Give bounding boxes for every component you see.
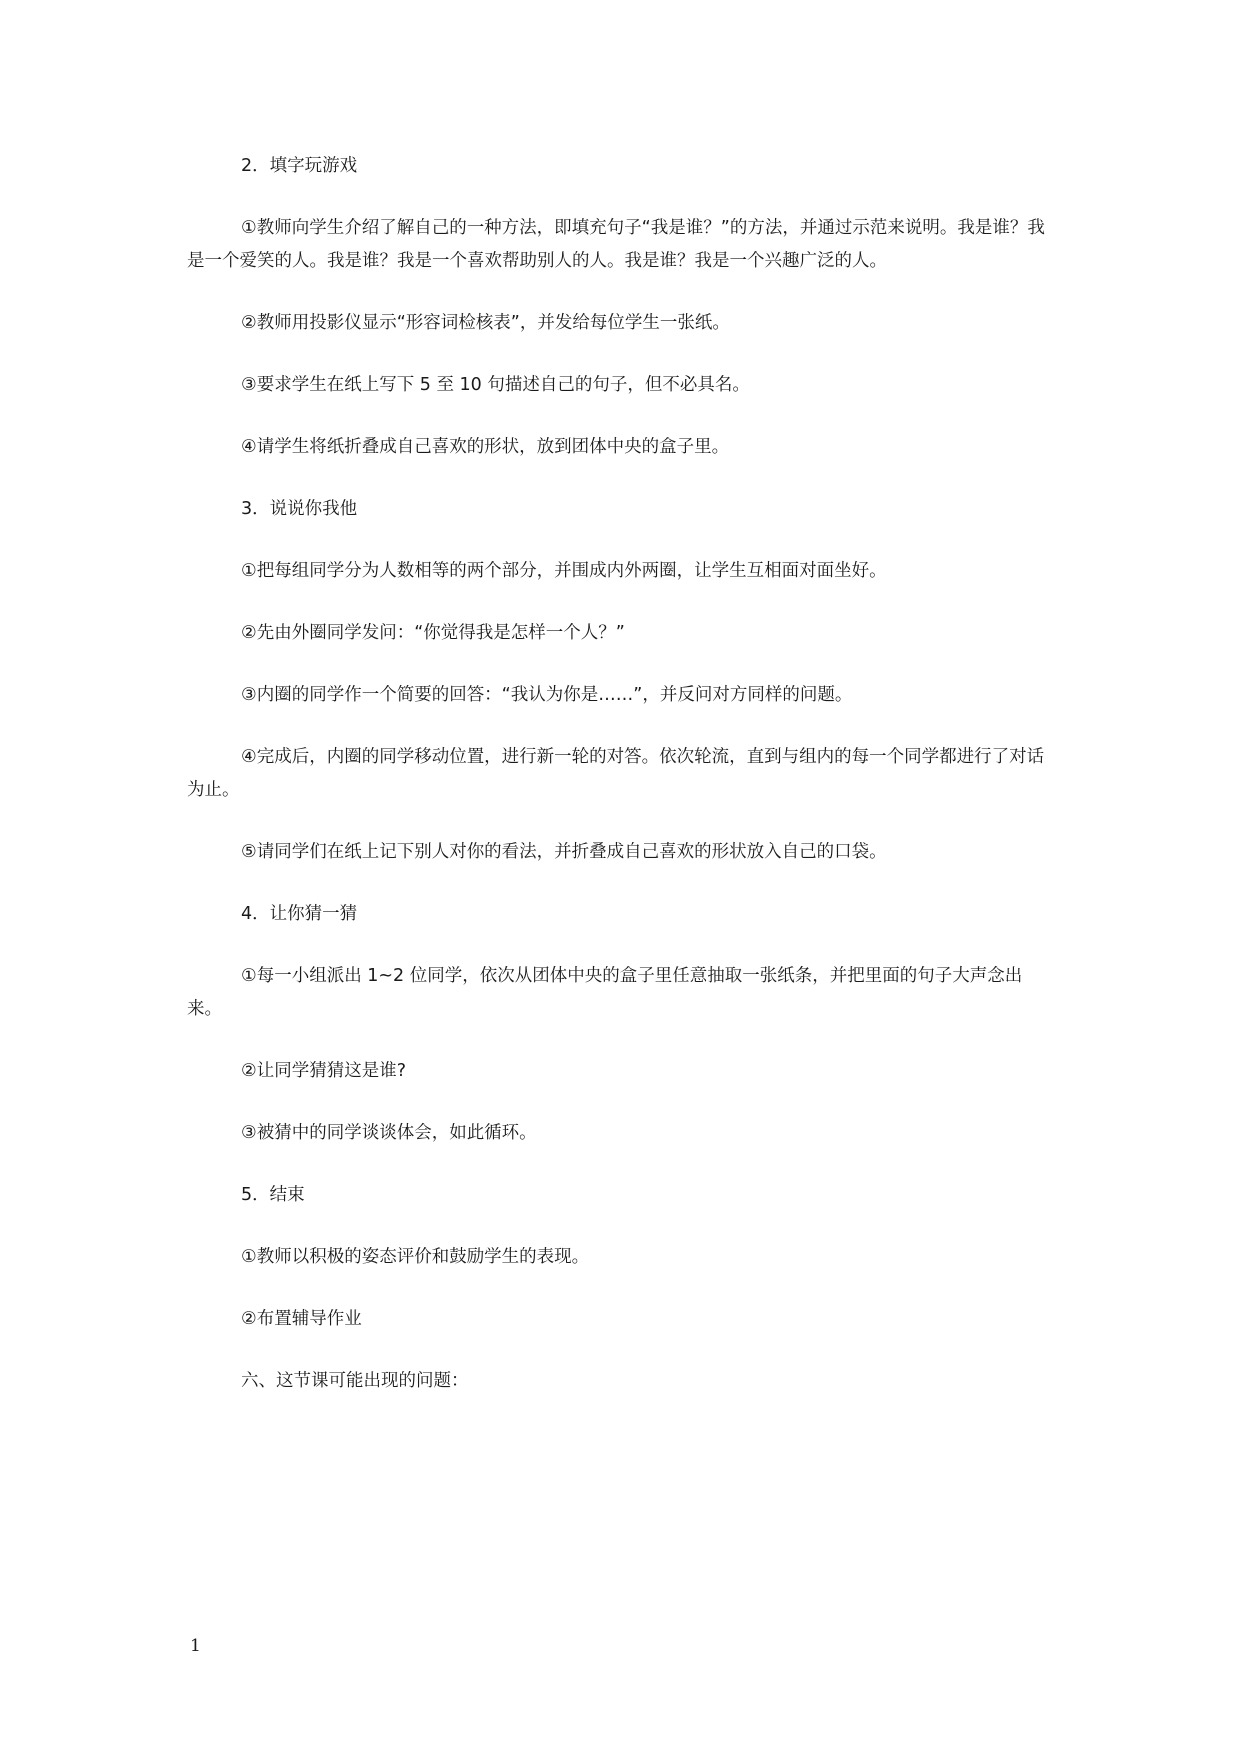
- paragraph-record-views: ⑤请同学们在纸上记下别人对你的看法，并折叠成自己喜欢的形状放入自己的口袋。: [241, 842, 887, 862]
- paragraph-evaluate: ①教师以积极的姿态评价和鼓励学生的表现。: [241, 1247, 590, 1267]
- section-heading-end: 5．结束: [241, 1185, 305, 1205]
- document-body: [187, 150, 1057, 1427]
- section-heading-guess: 4．让你猜一猜: [241, 904, 358, 924]
- paragraph-draw-slip: ①每一小组派出 1~2 位同学，依次从团体中央的盒子里任意抽取一张纸条，并把里面的句子大声念出来。: [187, 966, 1023, 1019]
- paragraph-outer-ask: ②先由外圈同学发问：“你觉得我是怎样一个人？”: [241, 623, 625, 643]
- paragraph-share: ③被猜中的同学谈谈体会，如此循环。: [241, 1123, 537, 1143]
- page-number: 1: [190, 1636, 201, 1656]
- paragraph-inner-answer: ③内圈的同学作一个简要的回答：“我认为你是……”，并反问对方同样的问题。: [241, 685, 853, 705]
- paragraph-homework: ②布置辅导作业: [241, 1309, 362, 1329]
- paragraph-guess-who: ②让同学猜猜这是谁?: [241, 1061, 406, 1081]
- section-heading-problems: 六、这节课可能出现的问题：: [241, 1371, 469, 1391]
- section-heading-fill-game: 2．填字玩游戏: [241, 156, 358, 176]
- paragraph-fill-game-intro: ①教师向学生介绍了解自己的一种方法，即填充句子“我是谁？”的方法，并通过示范来说明。我是谁？我是一个爱笑的人。我是谁？我是一个喜欢帮助别人的人。我是谁？我是一个兴趣广泛的人。: [187, 218, 1045, 271]
- paragraph-circles: ①把每组同学分为人数相等的两个部分，并围成内外两圈，让学生互相面对面坐好。: [241, 561, 887, 581]
- section-heading-talk: 3．说说你我他: [241, 499, 358, 519]
- paragraph-projector: ②教师用投影仪显示“形容词检核表”，并发给每位学生一张纸。: [241, 313, 730, 333]
- paragraph-rotate: ④完成后，内圈的同学移动位置，进行新一轮的对答。依次轮流，直到与组内的每一个同学都进行了对话为止。: [187, 747, 1045, 800]
- paragraph-fold-paper: ④请学生将纸折叠成自己喜欢的形状，放到团体中央的盒子里。: [241, 437, 730, 457]
- paragraph-write-sentences: ③要求学生在纸上写下 5 至 10 句描述自己的句子，但不必具名。: [241, 375, 750, 395]
